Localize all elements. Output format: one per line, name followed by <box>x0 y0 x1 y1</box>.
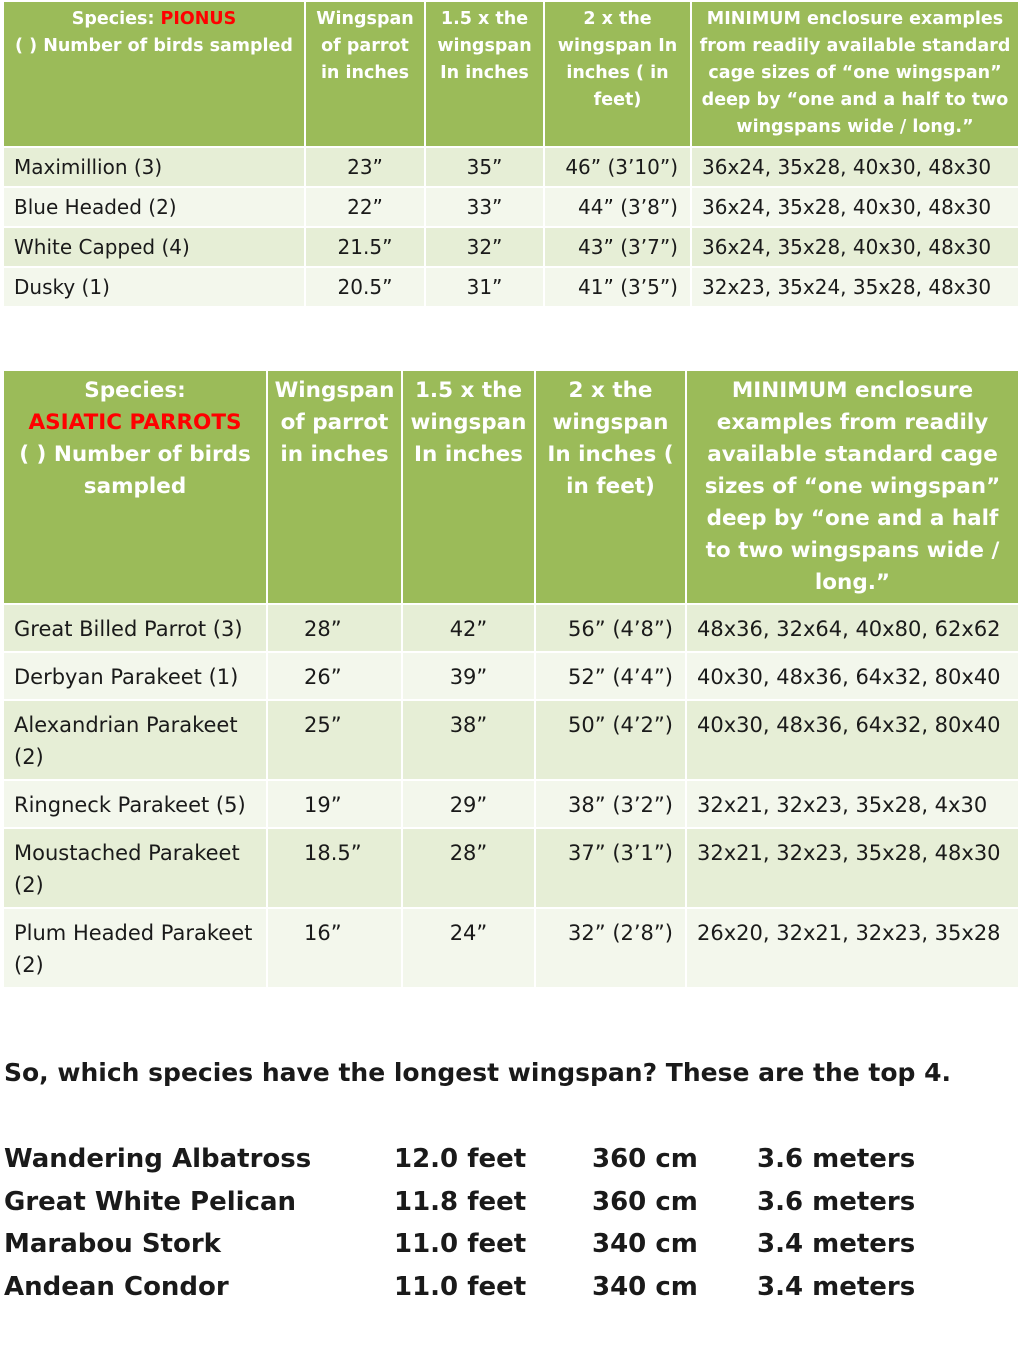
asiatic-twice-header: 2 x the wingspan In inches ( in feet) <box>535 370 686 604</box>
species-name: PIONUS <box>160 9 237 29</box>
wingspan-cell: 25” <box>267 700 402 780</box>
onehalf-cell: 32” <box>425 227 544 267</box>
bird-name: Great White Pelican <box>4 1186 297 1217</box>
twice-cell: 44” (3’8”) <box>544 187 691 227</box>
table-row <box>3 227 1019 267</box>
bird-name: Andean Condor <box>4 1271 229 1302</box>
species-note: ( ) Number of birds sampled <box>15 36 293 56</box>
twice-cell: 41” (3’5”) <box>544 267 691 307</box>
bird-cm: 340 cm <box>592 1271 698 1302</box>
sizes-cell: 36x24, 35x28, 40x30, 48x30 <box>691 187 1019 227</box>
species-cell: Dusky (1) <box>3 267 305 307</box>
species-cell: Great Billed Parrot (3) <box>3 604 267 652</box>
pionus-species-header <box>3 1 305 147</box>
wingspan-cell: 23” <box>305 147 425 187</box>
question-text: So, which species have the longest wingspan? These are the top 4. <box>4 1058 952 1087</box>
onehalf-cell: 24” <box>402 908 535 988</box>
asiatic-onehalf-header: 1.5 x the wingspan In inches <box>402 370 535 604</box>
onehalf-cell: 31” <box>425 267 544 307</box>
onehalf-cell: 38” <box>402 700 535 780</box>
twice-cell: 43” (3’7”) <box>544 227 691 267</box>
asiatic-header-row <box>3 370 1019 604</box>
bird-cm: 340 cm <box>592 1229 698 1259</box>
sizes-cell: 32x23, 35x24, 35x28, 48x30 <box>691 267 1019 307</box>
species-prefix: Species: <box>71 9 155 29</box>
onehalf-cell: 35” <box>425 147 544 187</box>
wingspan-cell: 16” <box>267 908 402 988</box>
species-cell: White Capped (4) <box>3 227 305 267</box>
bird-meters: 3.4 meters <box>757 1229 916 1259</box>
onehalf-cell: 42” <box>402 604 535 652</box>
bird-cm: 360 cm <box>592 1144 698 1174</box>
onehalf-cell: 28” <box>402 828 535 908</box>
twice-cell: 37” (3’1”) <box>535 828 686 908</box>
wingspan-cell: 28” <box>267 604 402 652</box>
table-row <box>3 187 1019 227</box>
table-row <box>3 147 1019 187</box>
bird-meters: 3.4 meters <box>757 1271 916 1302</box>
bird-feet: 11.0 feet <box>394 1229 527 1259</box>
sizes-cell: 36x24, 35x28, 40x30, 48x30 <box>691 227 1019 267</box>
twice-cell: 56” (4’8”) <box>535 604 686 652</box>
onehalf-cell: 39” <box>402 652 535 700</box>
twice-cell: 52” (4’4”) <box>535 652 686 700</box>
bird-feet: 11.8 feet <box>394 1186 527 1217</box>
bird-name: Marabou Stork <box>4 1229 221 1259</box>
table-row <box>3 652 1019 700</box>
species-cell: Derbyan Parakeet (1) <box>3 652 267 700</box>
species-note: ( ) Number of birds sampled <box>19 442 251 499</box>
sizes-cell: 32x21, 32x23, 35x28, 48x30 <box>686 828 1019 908</box>
bird-meters: 3.6 meters <box>757 1186 916 1217</box>
sizes-cell: 36x24, 35x28, 40x30, 48x30 <box>691 147 1019 187</box>
species-cell: Moustached Parakeet (2) <box>3 828 267 908</box>
table-row <box>3 700 1019 780</box>
pionus-table <box>2 0 1020 308</box>
table-row <box>3 908 1019 988</box>
bird-meters: 3.6 meters <box>757 1144 916 1174</box>
pionus-twice-header: 2 x the wingspan In inches ( in feet) <box>544 1 691 147</box>
table-row <box>3 780 1019 828</box>
pionus-wingspan-header: Wingspan of parrot in inches <box>305 1 425 147</box>
wingspan-cell: 21.5” <box>305 227 425 267</box>
sizes-cell: 40x30, 48x36, 64x32, 80x40 <box>686 700 1019 780</box>
table-row <box>3 604 1019 652</box>
table-row <box>3 267 1019 307</box>
species-prefix: Species: <box>84 378 186 403</box>
species-cell: Blue Headed (2) <box>3 187 305 227</box>
wingspan-cell: 18.5” <box>267 828 402 908</box>
species-cell: Maximillion (3) <box>3 147 305 187</box>
asiatic-minimum-header: MINIMUM enclosure examples from readily available standard cage sizes of “one wingspan” deep by “one and a half to two wingspans wide / long.” <box>686 370 1019 604</box>
pionus-minimum-header: MINIMUM enclosure examples from readily available standard cage sizes of “one wingspan” deep by “one and a half to two wingspans wide / long.” <box>691 1 1019 147</box>
species-name: ASIATIC PARROTS <box>28 410 242 435</box>
sizes-cell: 40x30, 48x36, 64x32, 80x40 <box>686 652 1019 700</box>
table-row <box>3 828 1019 908</box>
species-cell: Ringneck Parakeet (5) <box>3 780 267 828</box>
sizes-cell: 32x21, 32x23, 35x28, 4x30 <box>686 780 1019 828</box>
pionus-header-row <box>3 1 1019 147</box>
bird-feet: 11.0 feet <box>394 1271 527 1302</box>
asiatic-table <box>2 369 1020 989</box>
twice-cell: 50” (4’2”) <box>535 700 686 780</box>
bird-name: Wandering Albatross <box>4 1144 312 1174</box>
twice-cell: 32” (2’8”) <box>535 908 686 988</box>
asiatic-wingspan-header: Wingspan of parrot in inches <box>267 370 402 604</box>
sizes-cell: 26x20, 32x21, 32x23, 35x28 <box>686 908 1019 988</box>
bird-cm: 360 cm <box>592 1186 698 1217</box>
wingspan-cell: 20.5” <box>305 267 425 307</box>
wingspan-cell: 22” <box>305 187 425 227</box>
species-cell: Alexandrian Parakeet (2) <box>3 700 267 780</box>
wingspan-cell: 19” <box>267 780 402 828</box>
onehalf-cell: 33” <box>425 187 544 227</box>
twice-cell: 46” (3’10”) <box>544 147 691 187</box>
wingspan-cell: 26” <box>267 652 402 700</box>
onehalf-cell: 29” <box>402 780 535 828</box>
sizes-cell: 48x36, 32x64, 40x80, 62x62 <box>686 604 1019 652</box>
twice-cell: 38” (3’2”) <box>535 780 686 828</box>
pionus-onehalf-header: 1.5 x the wingspan In inches <box>425 1 544 147</box>
species-cell: Plum Headed Parakeet (2) <box>3 908 267 988</box>
asiatic-species-header <box>3 370 267 604</box>
bird-feet: 12.0 feet <box>394 1144 527 1174</box>
